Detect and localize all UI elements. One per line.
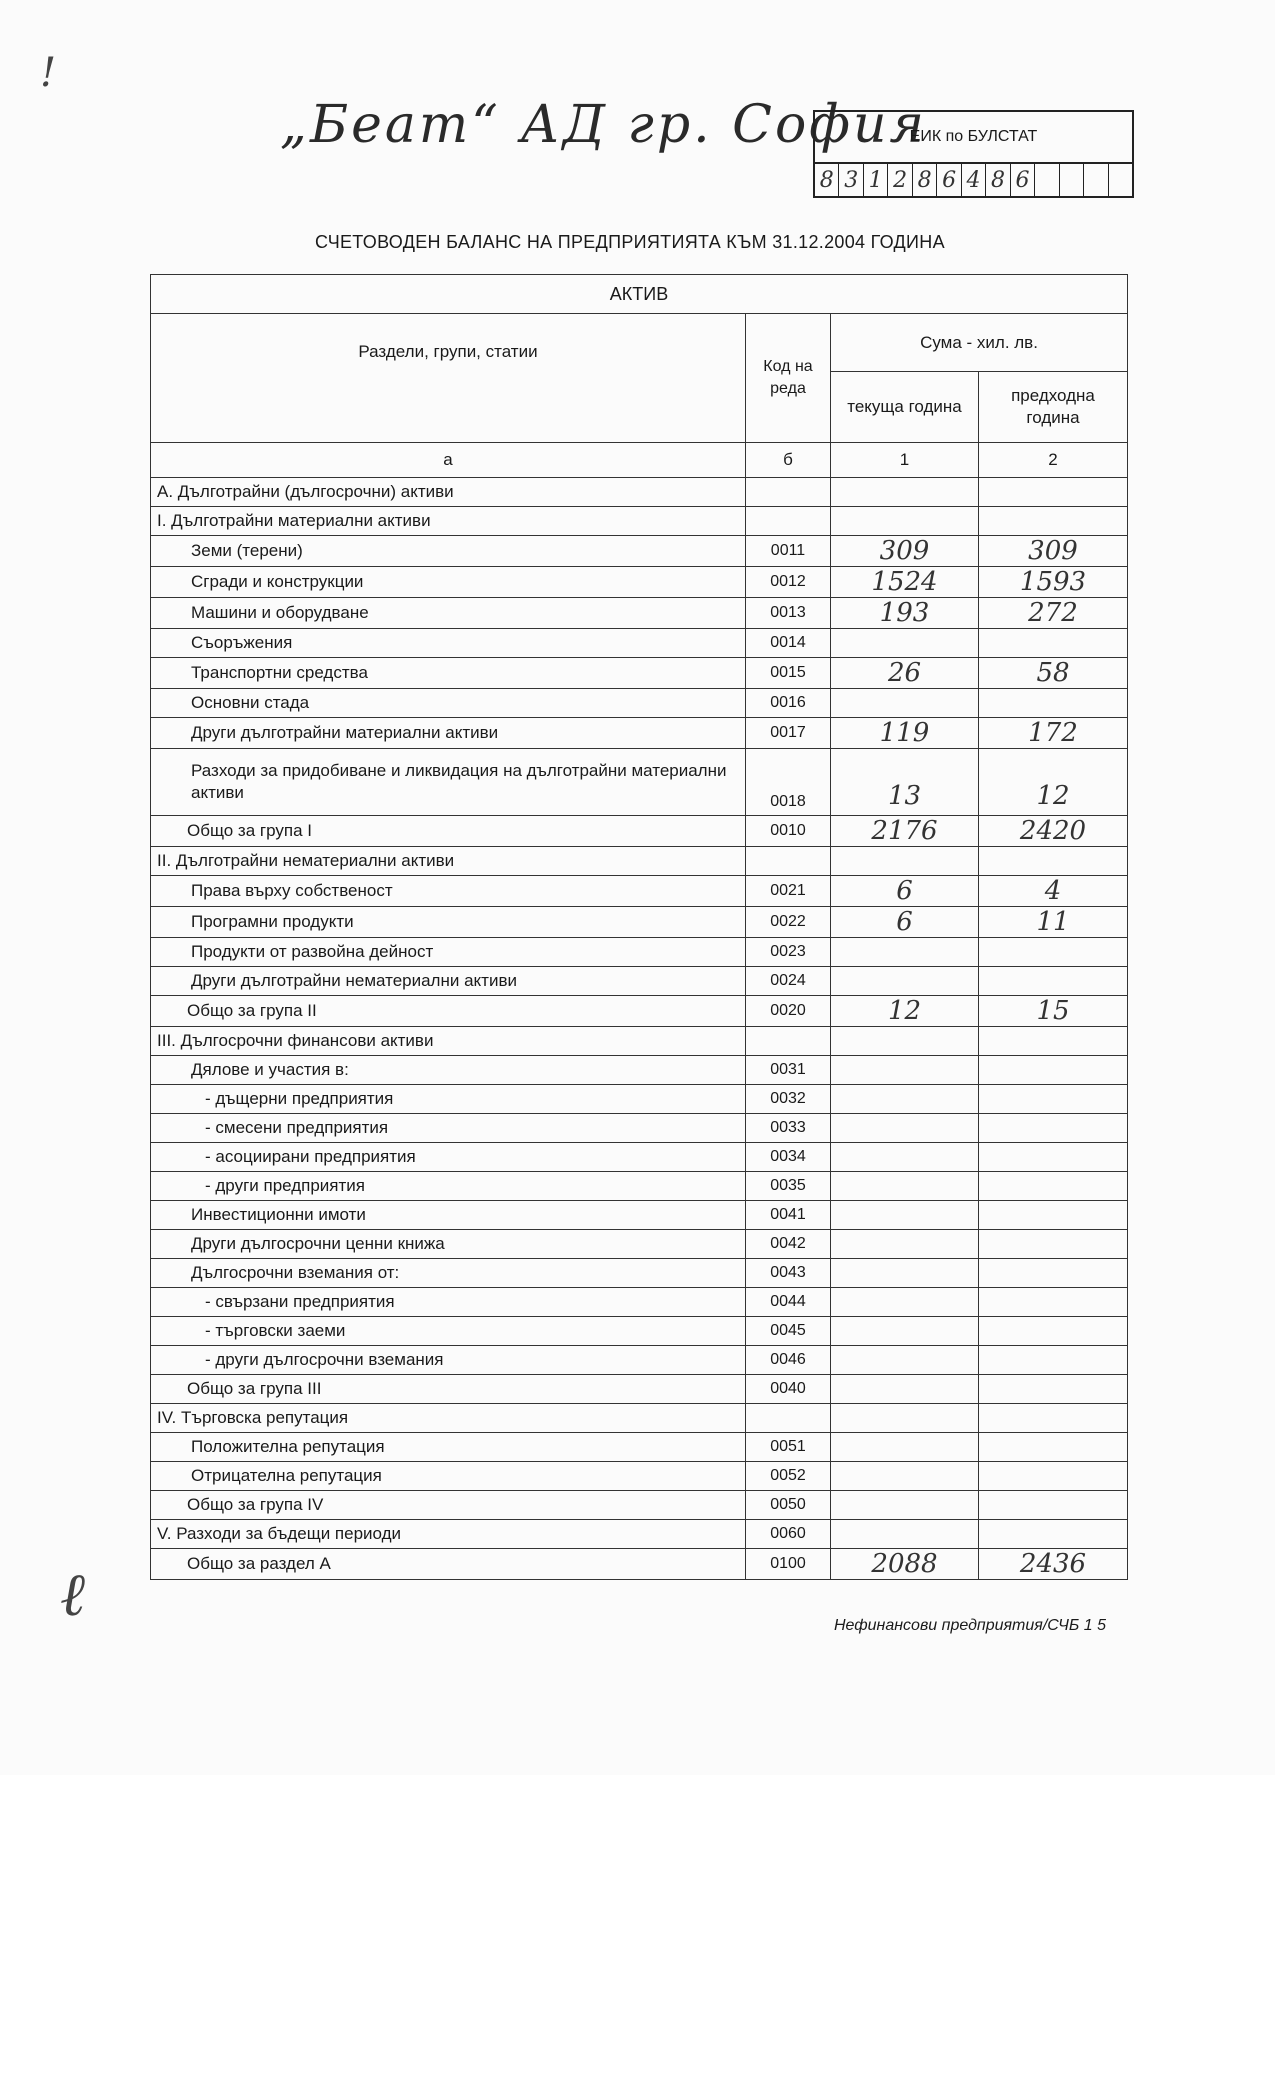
index-a: а	[151, 443, 746, 478]
index-1: 1	[831, 443, 979, 478]
row-code: 0021	[746, 876, 831, 907]
row-label: Общо за група I	[151, 816, 746, 847]
table-row	[151, 1375, 1128, 1404]
row-current-value: 26	[831, 658, 979, 689]
row-label: Общо за група II	[151, 996, 746, 1027]
table-row	[151, 1462, 1128, 1491]
table-row	[151, 1201, 1128, 1230]
row-code: 0018	[746, 749, 831, 816]
row-current-value	[831, 1520, 979, 1549]
row-code: 0060	[746, 1520, 831, 1549]
header-current-year: текуща година	[831, 372, 979, 443]
table-row	[151, 1259, 1128, 1288]
eik-digit-cell	[1035, 164, 1059, 196]
row-previous-value: 2436	[979, 1549, 1128, 1580]
row-label: Общо за група IV	[151, 1491, 746, 1520]
row-current-value: 309	[831, 536, 979, 567]
row-label: Инвестиционни имоти	[151, 1201, 746, 1230]
row-label: Машини и оборудване	[151, 598, 746, 629]
row-current-value	[831, 1288, 979, 1317]
row-current-value	[831, 847, 979, 876]
row-current-value: 13	[831, 749, 979, 816]
table-row	[151, 567, 1128, 598]
row-previous-value	[979, 1491, 1128, 1520]
row-current-value: 119	[831, 718, 979, 749]
row-code: 0051	[746, 1433, 831, 1462]
row-current-value	[831, 1259, 979, 1288]
row-current-value	[831, 1085, 979, 1114]
row-code: 0043	[746, 1259, 831, 1288]
row-previous-value	[979, 478, 1128, 507]
table-row	[151, 749, 1128, 816]
row-label: Земи (терени)	[151, 536, 746, 567]
row-code	[746, 507, 831, 536]
row-code: 0046	[746, 1346, 831, 1375]
row-previous-value	[979, 938, 1128, 967]
table-row	[151, 689, 1128, 718]
row-code: 0034	[746, 1143, 831, 1172]
row-current-value	[831, 1230, 979, 1259]
row-current-value	[831, 1201, 979, 1230]
row-current-value	[831, 1346, 979, 1375]
row-previous-value	[979, 1114, 1128, 1143]
document-title: СЧЕТОВОДЕН БАЛАНС НА ПРЕДПРИЯТИЯТА КЪМ 31.12.2004 ГОДИНА	[315, 232, 945, 252]
table-row	[151, 629, 1128, 658]
row-current-value	[831, 1114, 979, 1143]
row-previous-value	[979, 689, 1128, 718]
row-current-value: 6	[831, 876, 979, 907]
row-current-value	[831, 507, 979, 536]
row-label: Дългосрочни вземания от:	[151, 1259, 746, 1288]
eik-digit-cell: 8	[913, 164, 937, 196]
eik-digit-cell	[1084, 164, 1108, 196]
table-row	[151, 478, 1128, 507]
row-current-value	[831, 1375, 979, 1404]
row-previous-value	[979, 629, 1128, 658]
row-label: - смесени предприятия	[151, 1114, 746, 1143]
table-row	[151, 876, 1128, 907]
header-sections: Раздели, групи, статии	[151, 314, 746, 443]
table-row	[151, 1404, 1128, 1433]
row-code: 0050	[746, 1491, 831, 1520]
row-label: IV. Търговска репутация	[151, 1404, 746, 1433]
header-previous-year: предходна година	[979, 372, 1128, 443]
row-current-value: 2088	[831, 1549, 979, 1580]
eik-digits	[815, 164, 1132, 196]
row-current-value: 1524	[831, 567, 979, 598]
row-current-value	[831, 1491, 979, 1520]
eik-digit-cell: 4	[962, 164, 986, 196]
aktiv-header-row	[151, 275, 1128, 314]
row-current-value	[831, 938, 979, 967]
row-current-value	[831, 629, 979, 658]
row-previous-value: 12	[979, 749, 1128, 816]
row-label: - дъщерни предприятия	[151, 1085, 746, 1114]
column-header-row	[151, 314, 1128, 372]
row-previous-value: 4	[979, 876, 1128, 907]
eik-digit-cell: 3	[839, 164, 863, 196]
row-label: - други предприятия	[151, 1172, 746, 1201]
row-current-value	[831, 1056, 979, 1085]
row-label: А. Дълготрайни (дългосрочни) активи	[151, 478, 746, 507]
row-current-value: 193	[831, 598, 979, 629]
row-label: - търговски заеми	[151, 1317, 746, 1346]
row-previous-value: 15	[979, 996, 1128, 1027]
eik-digit-cell: 1	[864, 164, 888, 196]
row-previous-value	[979, 1520, 1128, 1549]
table-row	[151, 1520, 1128, 1549]
row-previous-value	[979, 1172, 1128, 1201]
margin-mark: !	[40, 50, 57, 96]
table-row	[151, 1027, 1128, 1056]
row-code: 0040	[746, 1375, 831, 1404]
table-row	[151, 1549, 1128, 1580]
row-previous-value	[979, 967, 1128, 996]
row-previous-value: 172	[979, 718, 1128, 749]
row-previous-value	[979, 1230, 1128, 1259]
index-2: 2	[979, 443, 1128, 478]
row-current-value	[831, 1433, 979, 1462]
row-previous-value	[979, 1433, 1128, 1462]
row-label: Други дълготрайни нематериални активи	[151, 967, 746, 996]
row-previous-value: 2420	[979, 816, 1128, 847]
row-previous-value	[979, 1317, 1128, 1346]
index-row	[151, 443, 1128, 478]
row-current-value	[831, 1172, 979, 1201]
row-previous-value	[979, 507, 1128, 536]
eik-digit-cell: 6	[1011, 164, 1035, 196]
row-previous-value: 11	[979, 907, 1128, 938]
row-code: 0014	[746, 629, 831, 658]
index-b: б	[746, 443, 831, 478]
row-label: Положителна репутация	[151, 1433, 746, 1462]
eik-box	[813, 110, 1134, 198]
row-previous-value: 1593	[979, 567, 1128, 598]
row-code: 0042	[746, 1230, 831, 1259]
row-current-value	[831, 967, 979, 996]
table-row	[151, 1056, 1128, 1085]
row-current-value	[831, 689, 979, 718]
row-code: 0044	[746, 1288, 831, 1317]
row-label: - асоциирани предприятия	[151, 1143, 746, 1172]
row-previous-value	[979, 1143, 1128, 1172]
row-label: Отрицателна репутация	[151, 1462, 746, 1491]
row-code: 0041	[746, 1201, 831, 1230]
row-label: Права върху собственост	[151, 876, 746, 907]
row-previous-value: 272	[979, 598, 1128, 629]
row-previous-value	[979, 1346, 1128, 1375]
row-label: Сгради и конструкции	[151, 567, 746, 598]
row-code: 0033	[746, 1114, 831, 1143]
row-label: Основни стада	[151, 689, 746, 718]
row-label: Продукти от развойна дейност	[151, 938, 746, 967]
header-code: Код на реда	[746, 314, 831, 443]
row-code: 0015	[746, 658, 831, 689]
row-code: 0045	[746, 1317, 831, 1346]
table-row	[151, 536, 1128, 567]
row-label: V. Разходи за бъдещи периоди	[151, 1520, 746, 1549]
row-current-value	[831, 1317, 979, 1346]
row-label: I. Дълготрайни материални активи	[151, 507, 746, 536]
row-code: 0017	[746, 718, 831, 749]
eik-label: ЕИК по БУЛСТАТ	[815, 112, 1132, 164]
row-label: Транспортни средства	[151, 658, 746, 689]
table-row	[151, 1491, 1128, 1520]
header-sum: Сума - хил. лв.	[831, 314, 1128, 372]
eik-digit-cell	[1109, 164, 1132, 196]
row-code: 0011	[746, 536, 831, 567]
row-current-value: 2176	[831, 816, 979, 847]
row-current-value	[831, 1027, 979, 1056]
table-row	[151, 938, 1128, 967]
row-code: 0052	[746, 1462, 831, 1491]
row-label: III. Дългосрочни финансови активи	[151, 1027, 746, 1056]
row-code: 0035	[746, 1172, 831, 1201]
table-row	[151, 598, 1128, 629]
eik-digit-cell: 8	[815, 164, 839, 196]
row-label: Дялове и участия в:	[151, 1056, 746, 1085]
table-row	[151, 658, 1128, 689]
row-current-value: 12	[831, 996, 979, 1027]
row-current-value	[831, 478, 979, 507]
row-current-value	[831, 1404, 979, 1433]
row-label: Общо за раздел А	[151, 1549, 746, 1580]
row-code	[746, 478, 831, 507]
row-label: Разходи за придобиване и ликвидация на дълготрайни материални активи	[151, 749, 746, 816]
row-label: - други дългосрочни вземания	[151, 1346, 746, 1375]
row-label: Други дълготрайни материални активи	[151, 718, 746, 749]
row-code: 0016	[746, 689, 831, 718]
row-code: 0022	[746, 907, 831, 938]
table-row	[151, 1143, 1128, 1172]
row-code	[746, 847, 831, 876]
row-previous-value: 58	[979, 658, 1128, 689]
row-previous-value	[979, 847, 1128, 876]
row-code: 0013	[746, 598, 831, 629]
row-code: 0032	[746, 1085, 831, 1114]
row-label: Други дългосрочни ценни книжа	[151, 1230, 746, 1259]
table-row	[151, 1085, 1128, 1114]
table-row	[151, 996, 1128, 1027]
row-previous-value: 309	[979, 536, 1128, 567]
row-label: Програмни продукти	[151, 907, 746, 938]
row-previous-value	[979, 1375, 1128, 1404]
table-row	[151, 718, 1128, 749]
row-previous-value	[979, 1085, 1128, 1114]
row-label: II. Дълготрайни нематериални активи	[151, 847, 746, 876]
table-row	[151, 1172, 1128, 1201]
row-code	[746, 1027, 831, 1056]
row-code: 0012	[746, 567, 831, 598]
aktiv-header: АКТИВ	[151, 275, 1128, 314]
row-code: 0020	[746, 996, 831, 1027]
table-row	[151, 1288, 1128, 1317]
page-footer: Нефинансови предприятия/СЧБ 1 5	[834, 1617, 1106, 1634]
row-code: 0031	[746, 1056, 831, 1085]
table-row	[151, 1114, 1128, 1143]
table-row	[151, 847, 1128, 876]
table-row	[151, 1230, 1128, 1259]
row-current-value	[831, 1143, 979, 1172]
row-code: 0100	[746, 1549, 831, 1580]
row-code: 0010	[746, 816, 831, 847]
balance-table	[150, 274, 1128, 1580]
row-label: Съоръжения	[151, 629, 746, 658]
table-row	[151, 907, 1128, 938]
row-previous-value	[979, 1288, 1128, 1317]
row-previous-value	[979, 1259, 1128, 1288]
row-code: 0024	[746, 967, 831, 996]
eik-digit-cell	[1060, 164, 1084, 196]
table-row	[151, 967, 1128, 996]
margin-signature-mark: ℓ	[60, 1560, 85, 1630]
row-label: Общо за група III	[151, 1375, 746, 1404]
table-row	[151, 507, 1128, 536]
row-previous-value	[979, 1027, 1128, 1056]
table-row	[151, 816, 1128, 847]
row-code: 0023	[746, 938, 831, 967]
row-label: - свързани предприятия	[151, 1288, 746, 1317]
row-current-value: 6	[831, 907, 979, 938]
company-name-handwritten: „Беат“ АД гр. София	[280, 95, 927, 155]
table-row	[151, 1346, 1128, 1375]
table-row	[151, 1317, 1128, 1346]
eik-digit-cell: 6	[937, 164, 961, 196]
row-previous-value	[979, 1056, 1128, 1085]
row-code	[746, 1404, 831, 1433]
row-current-value	[831, 1462, 979, 1491]
eik-digit-cell: 2	[888, 164, 912, 196]
table-row	[151, 1433, 1128, 1462]
row-previous-value	[979, 1462, 1128, 1491]
eik-digit-cell: 8	[986, 164, 1010, 196]
row-previous-value	[979, 1201, 1128, 1230]
row-previous-value	[979, 1404, 1128, 1433]
